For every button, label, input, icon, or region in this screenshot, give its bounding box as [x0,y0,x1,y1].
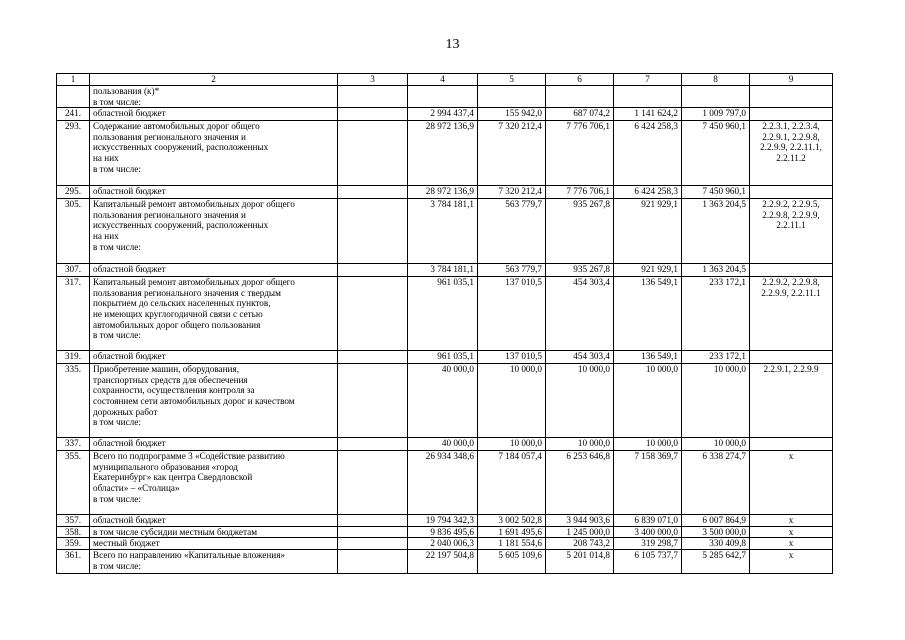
col9-code-cell: 2.2.3.1, 2.2.3.4, 2.2.9.1, 2.2.9.8, 2.2.9.9, 2.2.11.1, 2.2.11.2 [750,121,833,186]
col7-value-cell: 921 929,1 [614,264,682,277]
table-row [57,264,833,277]
col3-cell [338,515,408,527]
col9-code-cell [750,351,833,364]
col7-value-cell: 6 105 737,7 [614,549,682,573]
col8-value-cell: 1 009 797,0 [682,108,750,121]
row-number-cell: 319. [57,351,90,364]
table-row [57,538,833,550]
col3-cell [338,451,408,515]
col-header: 9 [750,74,833,86]
col5-value-cell: 7 320 212,4 [478,121,546,186]
table-row [57,199,833,264]
col5-value-cell: 155 942,0 [478,108,546,121]
row-number-cell: 317. [57,277,90,351]
row-number-cell: 359. [57,538,90,550]
row-name-cell: Капитальный ремонт автомобильных дорог общего пользования регионального значения с твердым покрытием до сельских населенных пунктов, не имеющих круглогодичной связи с сетью автомобильных дорог общего пользования в том числе: [90,277,338,351]
col7-value-cell: 1 141 624,2 [614,108,682,121]
col5-value-cell: 1 181 554,6 [478,538,546,550]
col6-value-cell: 935 267,8 [546,199,614,264]
col5-value-cell: 563 779,7 [478,264,546,277]
col6-value-cell: 6 253 646,8 [546,451,614,515]
col7-value-cell: 319 298,7 [614,538,682,550]
col8-value-cell: 330 409,8 [682,538,750,550]
col4-value-cell: 2 994 437,4 [408,108,478,121]
table-row [57,515,833,527]
col-header: 8 [682,74,750,86]
col3-cell [338,186,408,199]
col8-value-cell: 233 172,1 [682,277,750,351]
col9-code-cell: x [750,549,833,573]
col8-value-cell: 6 007 864,9 [682,515,750,527]
row-name-cell: областной бюджет [90,108,338,121]
col8-value-cell: 10 000,0 [682,364,750,438]
col3-cell [338,121,408,186]
col5-value-cell: 1 691 495,6 [478,526,546,538]
row-name-cell: областной бюджет [90,438,338,451]
row-number-cell: 355. [57,451,90,515]
col-header: 2 [90,74,338,86]
budget-table [56,73,833,574]
col-header: 6 [546,74,614,86]
col6-value-cell: 5 201 014,8 [546,549,614,573]
table-row [57,364,833,438]
col6-value-cell: 687 074,2 [546,108,614,121]
col6-value-cell: 208 743,2 [546,538,614,550]
col5-value-cell: 137 010,5 [478,277,546,351]
col9-code-cell [750,108,833,121]
row-number-cell: 241. [57,108,90,121]
col8-value-cell: 7 450 960,1 [682,121,750,186]
col4-value-cell: 19 794 342,3 [408,515,478,527]
table-row [57,451,833,515]
col5-value-cell: 137 010,5 [478,351,546,364]
col5-value-cell: 7 184 057,4 [478,451,546,515]
col3-cell [338,277,408,351]
row-number-cell: 293. [57,121,90,186]
col8-value-cell: 1 363 204,5 [682,199,750,264]
row-name-cell: Содержание автомобильных дорог общего пользования регионального значения и искусственных сооружений, расположенных на них в том числе: [90,121,338,186]
col6-value-cell: 7 776 706,1 [546,186,614,199]
col8-value-cell: 6 338 274,7 [682,451,750,515]
row-name-cell: Приобретение машин, оборудования, транспортных средств для обеспечения сохранности, осуществления контроля за состоянием сети автомобильных дорог и качеством дорожных работ в том числе: [90,364,338,438]
col6-value-cell: 935 267,8 [546,264,614,277]
col3-cell [338,526,408,538]
row-number-cell: 337. [57,438,90,451]
col4-value-cell: 28 972 136,9 [408,186,478,199]
table-body [57,74,833,574]
col3-cell [338,364,408,438]
col9-code-cell [750,186,833,199]
col4-value-cell: 961 035,1 [408,351,478,364]
col4-value-cell: 3 784 181,1 [408,199,478,264]
col-header: 4 [408,74,478,86]
col9-code-cell [750,86,833,108]
col6-value-cell: 1 245 000,0 [546,526,614,538]
col7-value-cell [614,86,682,108]
row-name-cell: областной бюджет [90,515,338,527]
col4-value-cell: 40 000,0 [408,364,478,438]
row-number-cell [57,86,90,108]
table-row [57,526,833,538]
col6-value-cell: 7 776 706,1 [546,121,614,186]
col9-code-cell: 2.2.9.2, 2.2.9.8, 2.2.9.9, 2.2.11.1 [750,277,833,351]
col5-value-cell: 10 000,0 [478,364,546,438]
col8-value-cell: 1 363 204,5 [682,264,750,277]
col7-value-cell: 10 000,0 [614,438,682,451]
row-number-cell: 335. [57,364,90,438]
row-name-cell: Капитальный ремонт автомобильных дорог общего пользования регионального значения и искусственных сооружений, расположенных на них в том числе: [90,199,338,264]
row-name-cell: областной бюджет [90,351,338,364]
col5-value-cell: 7 320 212,4 [478,186,546,199]
page-number: 13 [445,37,460,52]
col3-cell [338,199,408,264]
table-row [57,277,833,351]
row-name-cell: Всего по подпрограмме 3 «Содействие развитию муниципального образования «город Екатеринбург» как центра Свердловской области» – «Столица» в том числе: [90,451,338,515]
col4-value-cell: 40 000,0 [408,438,478,451]
table-row [57,351,833,364]
col3-cell [338,438,408,451]
col8-value-cell: 5 285 642,7 [682,549,750,573]
col3-cell [338,351,408,364]
col6-value-cell: 10 000,0 [546,438,614,451]
col-header: 5 [478,74,546,86]
col3-cell [338,264,408,277]
col3-cell [338,86,408,108]
col7-value-cell: 136 549,1 [614,351,682,364]
col4-value-cell: 9 836 495,6 [408,526,478,538]
col6-value-cell: 454 303,4 [546,351,614,364]
col3-cell [338,108,408,121]
col9-code-cell: x [750,515,833,527]
col4-value-cell: 3 784 181,1 [408,264,478,277]
col4-value-cell: 28 972 136,9 [408,121,478,186]
col5-value-cell: 10 000,0 [478,438,546,451]
col8-value-cell: 7 450 960,1 [682,186,750,199]
table-row [57,438,833,451]
col8-value-cell: 233 172,1 [682,351,750,364]
col4-value-cell: 26 934 348,6 [408,451,478,515]
table-header-row [57,74,833,86]
table-row [57,108,833,121]
col5-value-cell: 563 779,7 [478,199,546,264]
row-number-cell: 358. [57,526,90,538]
row-number-cell: 361. [57,549,90,573]
col4-value-cell: 2 040 006,3 [408,538,478,550]
col6-value-cell: 10 000,0 [546,364,614,438]
col8-value-cell [682,86,750,108]
col6-value-cell: 3 944 903,6 [546,515,614,527]
col7-value-cell: 921 929,1 [614,199,682,264]
row-name-cell: пользования (к)* в том числе: [90,86,338,108]
col6-value-cell [546,86,614,108]
row-number-cell: 295. [57,186,90,199]
col9-code-cell: 2.2.9.1, 2.2.9.9 [750,364,833,438]
row-name-cell: областной бюджет [90,186,338,199]
col4-value-cell [408,86,478,108]
col7-value-cell: 10 000,0 [614,364,682,438]
col9-code-cell: x [750,451,833,515]
col9-code-cell [750,264,833,277]
row-name-cell: в том числе субсидии местным бюджетам [90,526,338,538]
row-name-cell: Всего по направлению «Капитальные вложения» в том числе: [90,549,338,573]
col3-cell [338,538,408,550]
col9-code-cell [750,438,833,451]
col-header: 7 [614,74,682,86]
row-number-cell: 307. [57,264,90,277]
col7-value-cell: 6 424 258,3 [614,121,682,186]
col4-value-cell: 22 197 504,8 [408,549,478,573]
col7-value-cell: 6 839 071,0 [614,515,682,527]
col8-value-cell: 3 500 000,0 [682,526,750,538]
row-name-cell: областной бюджет [90,264,338,277]
col5-value-cell: 3 002 502,8 [478,515,546,527]
col7-value-cell: 7 158 369,7 [614,451,682,515]
col9-code-cell: 2.2.9.2, 2.2.9.5, 2.2.9.8, 2.2.9.9, 2.2.11.1 [750,199,833,264]
col9-code-cell: x [750,538,833,550]
col6-value-cell: 454 303,4 [546,277,614,351]
row-number-cell: 305. [57,199,90,264]
row-name-cell: местный бюджет [90,538,338,550]
table-row [57,186,833,199]
table-row [57,121,833,186]
col5-value-cell: 5 605 109,6 [478,549,546,573]
row-number-cell: 357. [57,515,90,527]
col5-value-cell [478,86,546,108]
table-row [57,86,833,108]
col-header: 3 [338,74,408,86]
col3-cell [338,549,408,573]
col4-value-cell: 961 035,1 [408,277,478,351]
col7-value-cell: 136 549,1 [614,277,682,351]
col7-value-cell: 3 400 000,0 [614,526,682,538]
table-row [57,549,833,573]
col-header: 1 [57,74,90,86]
col9-code-cell: x [750,526,833,538]
col8-value-cell: 10 000,0 [682,438,750,451]
col7-value-cell: 6 424 258,3 [614,186,682,199]
